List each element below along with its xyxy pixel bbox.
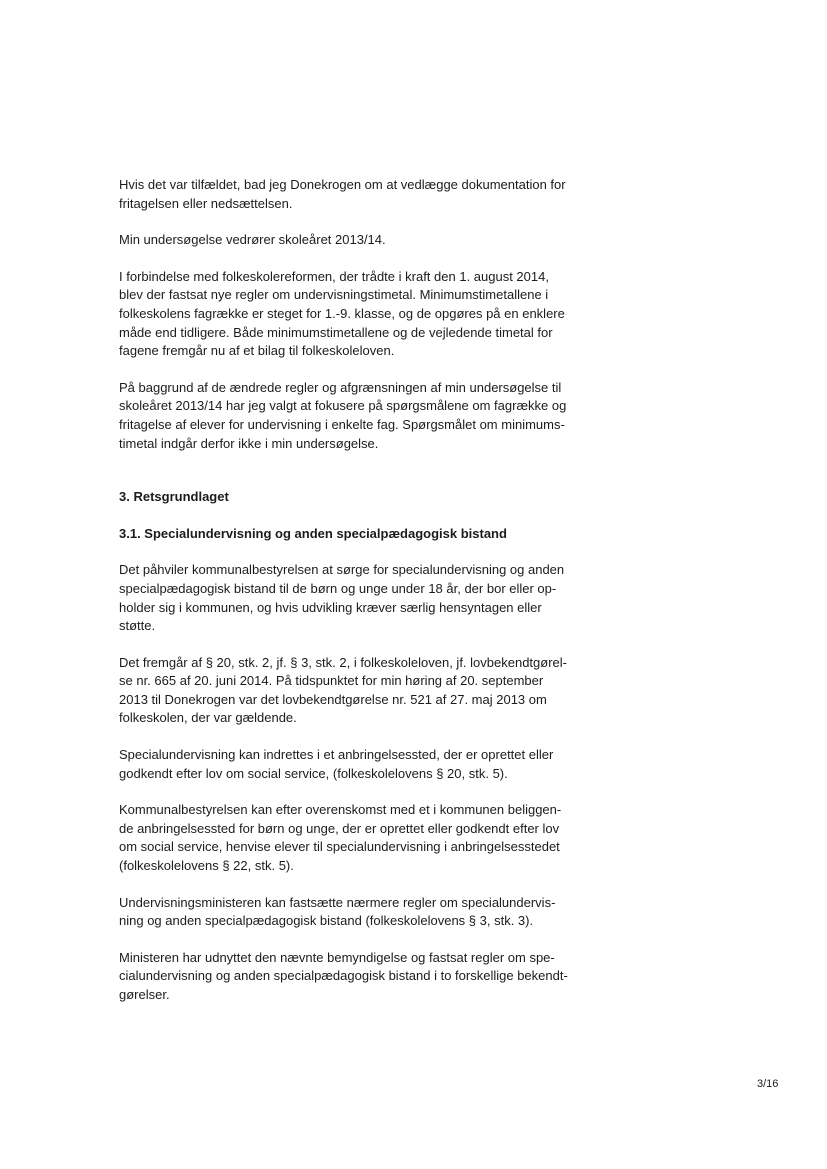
paragraph-municipal-agreement: Kommunalbestyrelsen kan efter overenskomst med et i kommunen beliggen- de anbringelsessted for børn og unge, der er oprettet eller godkendt efter lov om social service, henvise elever til specialundervisning i anbringelsesstedet (folkeskolelovens § 22, stk. 5). <box>119 802 562 874</box>
paragraph-legal-basis: Det fremgår af § 20, stk. 2, jf. § 3, stk. 2, i folkeskoleloven, jf. lovbekendtgørel- se nr. 665 af 20. juni 2014. På tidspunktet for min høring af 20. september 2013 til Donekrogen var det lovbekendtgørelse nr. 521 af 27. maj 2013 om folkeskolen, der var gældende. <box>119 654 567 726</box>
paragraph-investigation-focus: På baggrund af de ændrede regler og afgrænsningen af min undersøgelse til skoleåret 2013/14 har jeg valgt at fokusere på spørgsmålene om fagrække og fritagelse af elever for undervisning i enkelte fag. Spørgsmålet om minimums- timetal indgår derfor ikke i min undersøgelse. <box>119 379 567 451</box>
section-heading: 3. Retsgrundlaget <box>119 489 229 505</box>
paragraph-minister-rules: Undervisningsministeren kan fastsætte nærmere regler om specialundervis- ning og anden specialpædagogisk bistand (folkeskolelovens § 3, stk. 3). <box>119 894 556 929</box>
paragraph-documentation-request: Hvis det var tilfældet, bad jeg Donekrogen om at vedlægge dokumentation for fritagelsen eller nedsættelsen. <box>119 177 566 211</box>
paragraph-placement-facility: Specialundervisning kan indrettes i et anbringelsessted, der er oprettet eller godkendt efter lov om social service, (folkeskolelovens § 20, stk. 5). <box>119 747 554 781</box>
paragraph-municipal-duty: Det påhviler kommunalbestyrelsen at sørge for specialundervisning og anden specialpædagogisk bistand til de børn og unge under 18 år, der bor eller op- holder sig i kommunen, og hvis udvikling kræver særlig hensyntagen eller støtte. <box>119 562 565 634</box>
page-number: 3/16 <box>757 1078 779 1090</box>
paragraph-school-reform: I forbindelse med folkeskolereformen, der trådte i kraft den 1. august 2014, blev der fastsat nye regler om undervisningstimetal. Minimumstimetallene i folkeskolens fagrække er steget for 1.-9. klasse, og de opgøres på en enklere måde end tidligere. Både minimumstimetallene og de vejledende timetal for fagene fremgår nu af et bilag til folkeskoleloven. <box>119 268 565 359</box>
paragraph-executive-orders: Ministeren har udnyttet den nævnte bemyndigelse og fastsat regler om spe- cialundervisning og anden specialpædagogisk bistand i to forskellige bekendt- gørelser. <box>119 949 568 1002</box>
subsection-heading: 3.1. Specialundervisning og anden specialpædagogisk bistand <box>119 525 507 541</box>
body-text <box>119 176 589 1005</box>
paragraph-school-year: Min undersøgelse vedrører skoleåret 2013/14. <box>119 232 386 248</box>
